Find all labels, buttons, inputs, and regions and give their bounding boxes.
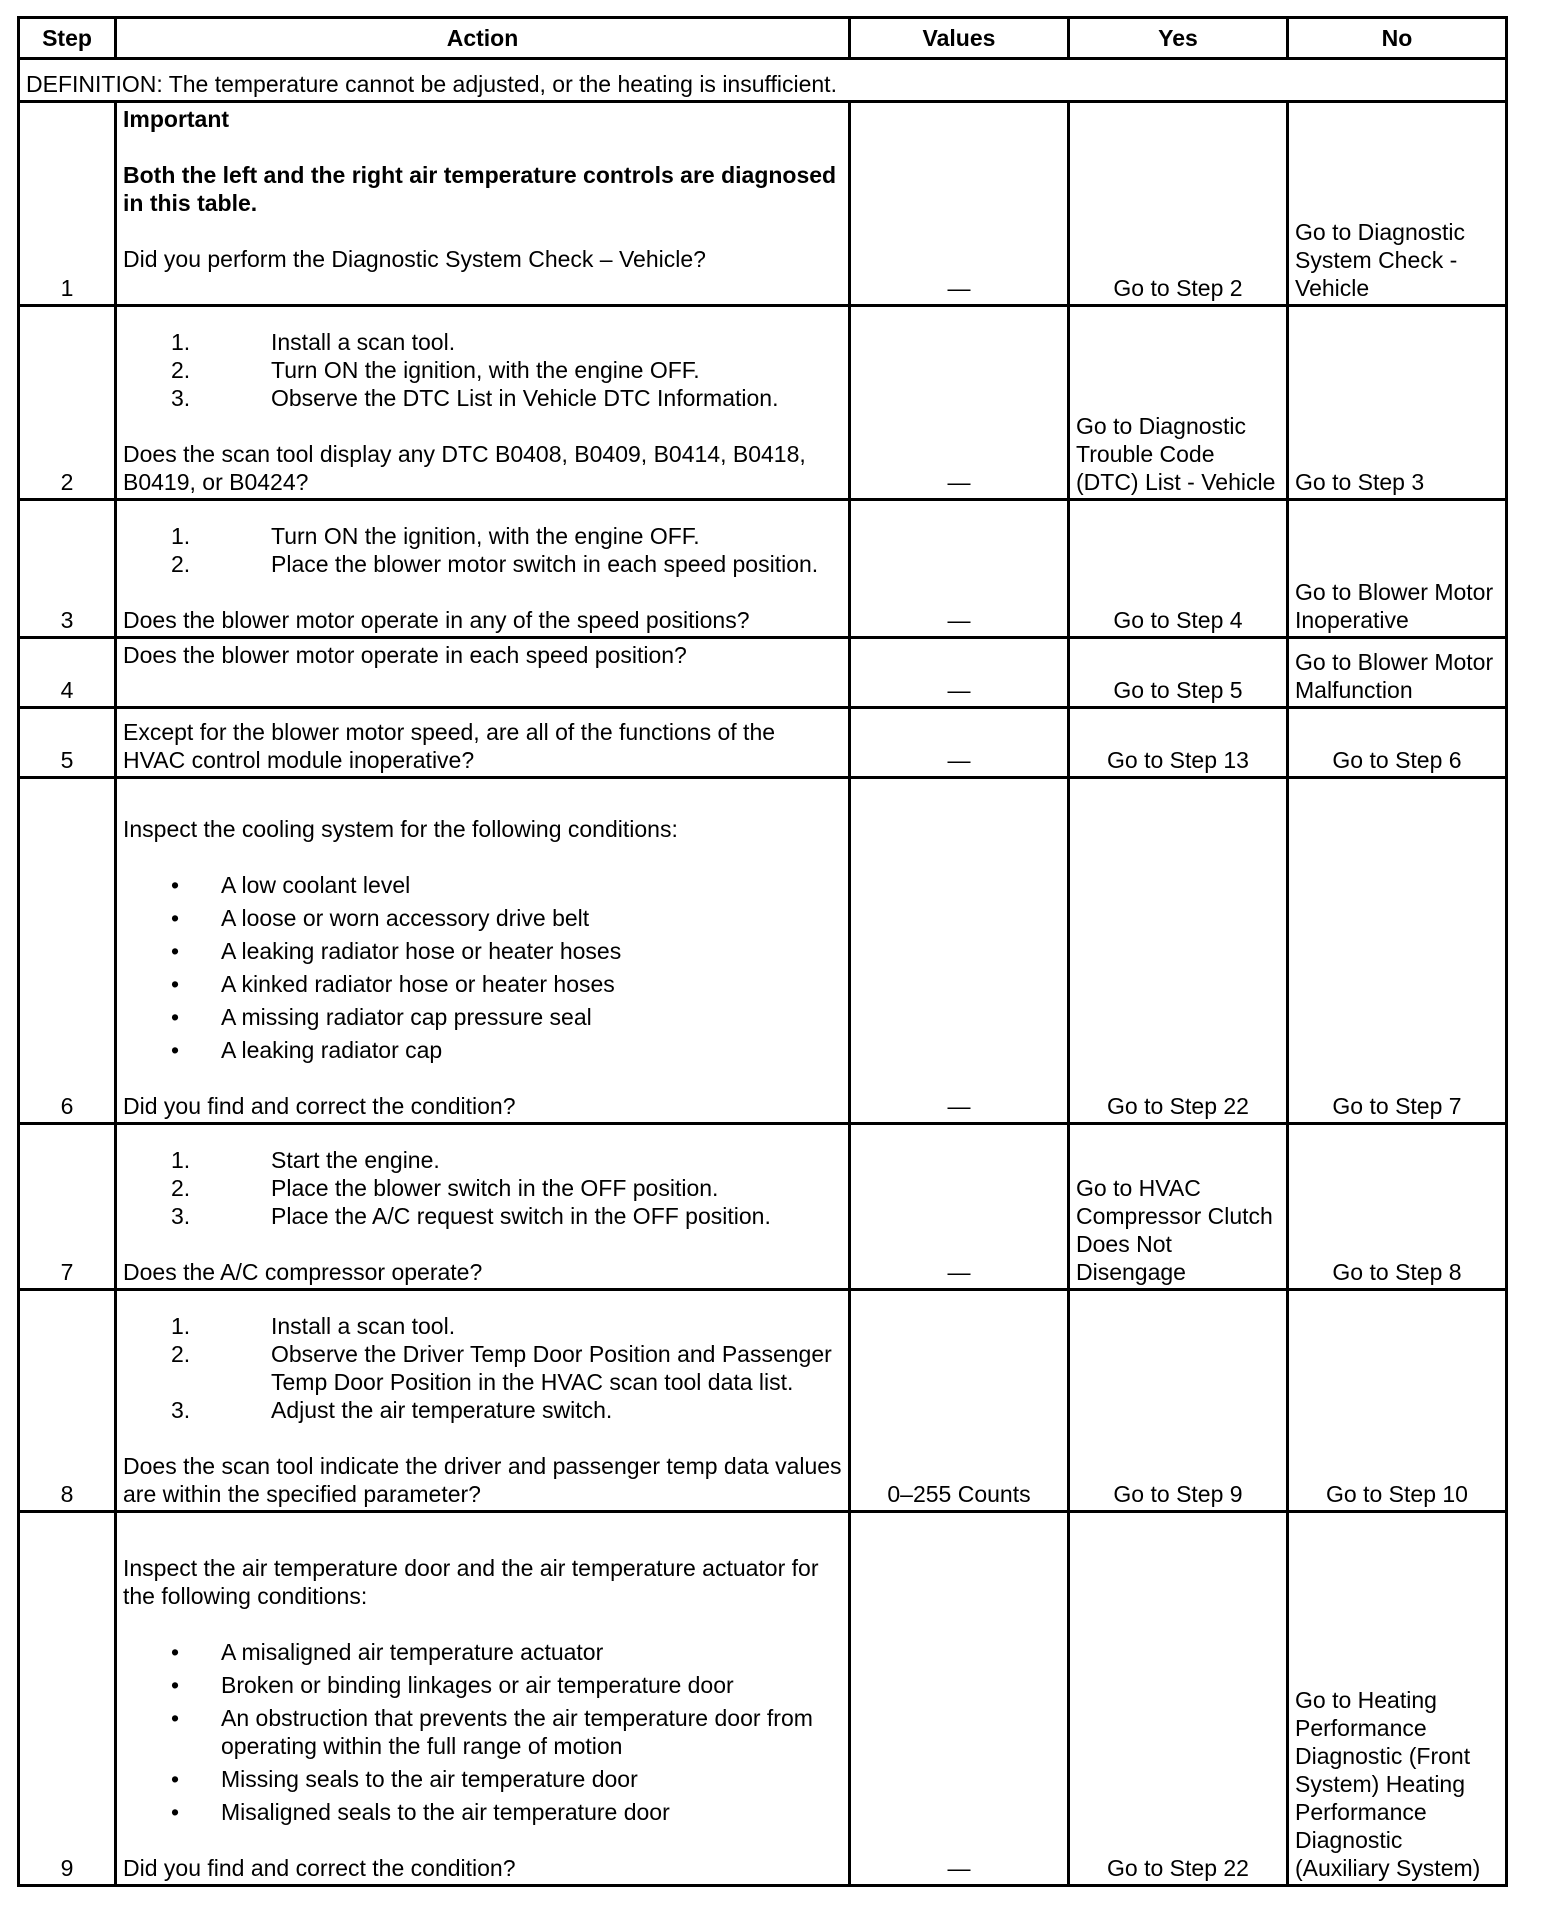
procedure-list: [123, 1146, 842, 1230]
list-item: 3. Adjust the air temperature switch.: [171, 1397, 613, 1423]
table-row: [19, 638, 1507, 708]
procedure-list: [123, 522, 842, 578]
table-row: [19, 306, 1507, 500]
question-text: Did you find and correct the condition?: [123, 1855, 516, 1881]
value-cell: —: [850, 708, 1069, 778]
condition-text: Missing seals to the air temperature door: [221, 1766, 638, 1792]
list-item: • A kinked radiator hose or heater hoses: [171, 971, 615, 997]
action-cell: [116, 102, 850, 306]
no-cell: Go to Step 6: [1288, 708, 1507, 778]
question-text: Did you find and correct the condition?: [123, 1093, 516, 1119]
step-number: 9: [19, 1512, 116, 1886]
procedure-list: [123, 328, 842, 412]
list-item: • A leaking radiator cap: [171, 1037, 443, 1063]
yes-cell: Go to Step 4: [1069, 500, 1288, 638]
step-number: 2: [19, 306, 116, 500]
procedure-step: Turn ON the ignition, with the engine OFF.: [271, 523, 700, 549]
no-cell: Go to Step 10: [1288, 1290, 1507, 1512]
table-row: [19, 708, 1507, 778]
step-number: 6: [19, 778, 116, 1124]
question-text: Did you perform the Diagnostic System Check – Vehicle?: [123, 246, 706, 272]
table-row: [19, 1290, 1507, 1512]
definition-text: DEFINITION: The temperature cannot be adjusted, or the heating is insufficient.: [19, 59, 1507, 102]
header-yes: Yes: [1069, 18, 1288, 59]
value-cell: —: [850, 102, 1069, 306]
no-cell: Go to Heating Performance Diagnostic (Front System) Heating Performance Diagnostic (Auxiliary System): [1288, 1512, 1507, 1886]
list-item: • A misaligned air temperature actuator: [171, 1639, 604, 1665]
list-item: 2. Place the blower switch in the OFF position.: [171, 1175, 719, 1201]
table-row: [19, 778, 1507, 1124]
header-no: No: [1288, 18, 1507, 59]
value-cell: 0–255 Counts: [850, 1290, 1069, 1512]
yes-cell: Go to Step 22: [1069, 1512, 1288, 1886]
condition-text: A misaligned air temperature actuator: [221, 1639, 604, 1665]
header-action: Action: [116, 18, 850, 59]
header-row: [19, 18, 1507, 59]
step-number: 7: [19, 1124, 116, 1290]
list-item: 1. Start the engine.: [171, 1147, 440, 1173]
table-row: [19, 1124, 1507, 1290]
condition-text: Misaligned seals to the air temperature door: [221, 1799, 670, 1825]
conditions-list: [123, 871, 842, 1064]
value-cell: —: [850, 1512, 1069, 1886]
action-cell: [116, 1124, 850, 1290]
step-number: 4: [19, 638, 116, 708]
action-cell: [116, 708, 850, 778]
action-cell: [116, 500, 850, 638]
list-item: 1. Install a scan tool.: [171, 329, 456, 355]
list-item: 3. Place the A/C request switch in the OFF position.: [171, 1203, 771, 1229]
action-cell: [116, 778, 850, 1124]
no-cell: Go to Blower Motor Malfunction: [1288, 638, 1507, 708]
value-cell: —: [850, 638, 1069, 708]
list-item: 2. Place the blower motor switch in each speed position.: [171, 551, 819, 577]
list-item: • A low coolant level: [171, 872, 411, 898]
condition-text: A low coolant level: [221, 872, 411, 898]
intro-text: Inspect the cooling system for the following conditions:: [123, 816, 678, 842]
no-cell: Go to Blower Motor Inoperative: [1288, 500, 1507, 638]
header-step: Step: [19, 18, 116, 59]
list-item: 1. Install a scan tool.: [171, 1313, 456, 1339]
list-item: • Misaligned seals to the air temperature door: [171, 1799, 670, 1825]
yes-cell: Go to Step 5: [1069, 638, 1288, 708]
list-item: • A missing radiator cap pressure seal: [171, 1004, 592, 1030]
list-item: 2. Turn ON the ignition, with the engine OFF.: [171, 357, 700, 383]
question-text: Does the blower motor operate in any of the speed positions?: [123, 607, 750, 633]
step-number: 1: [19, 102, 116, 306]
yes-cell: Go to Step 22: [1069, 778, 1288, 1124]
question-text: Does the scan tool indicate the driver and passenger temp data values are within the specified parameter?: [123, 1453, 842, 1507]
procedure-step: Place the blower motor switch in each speed position.: [271, 551, 819, 577]
value-cell: —: [850, 778, 1069, 1124]
no-cell: Go to Diagnostic System Check - Vehicle: [1288, 102, 1507, 306]
yes-cell: Go to Step 13: [1069, 708, 1288, 778]
table-row: [19, 102, 1507, 306]
action-cell: [116, 638, 850, 708]
procedure-step: Install a scan tool.: [271, 1313, 456, 1339]
procedure-step: Observe the DTC List in Vehicle DTC Information.: [271, 385, 779, 411]
question-text: Except for the blower motor speed, are all of the functions of the HVAC control module inoperative?: [123, 719, 776, 773]
condition-text: A missing radiator cap pressure seal: [221, 1004, 592, 1030]
condition-text: A leaking radiator cap: [221, 1037, 443, 1063]
diagnostic-table: [17, 16, 1508, 1887]
list-item: 2. Observe the Driver Temp Door Position and Passenger Temp Door Position in the HVAC scan tool data list.: [123, 1340, 842, 1396]
condition-text: Broken or binding linkages or air temperature door: [221, 1672, 734, 1698]
procedure-step: Place the blower switch in the OFF position.: [271, 1175, 719, 1201]
list-item: • Missing seals to the air temperature door: [171, 1766, 638, 1792]
condition-text: A leaking radiator hose or heater hoses: [221, 938, 622, 964]
procedure-step: Place the A/C request switch in the OFF position.: [271, 1203, 771, 1229]
step-number: 3: [19, 500, 116, 638]
no-cell: Go to Step 7: [1288, 778, 1507, 1124]
action-cell: [116, 1290, 850, 1512]
list-item: • Broken or binding linkages or air temperature door: [171, 1672, 734, 1698]
intro-text: Inspect the air temperature door and the air temperature actuator for the following conditions:: [123, 1555, 819, 1609]
question-text: Does the scan tool display any DTC B0408, B0409, B0414, B0418, B0419, or B0424?: [123, 441, 806, 495]
step-number: 8: [19, 1290, 116, 1512]
list-item: 3. Observe the DTC List in Vehicle DTC Information.: [171, 385, 779, 411]
no-cell: Go to Step 8: [1288, 1124, 1507, 1290]
header-values: Values: [850, 18, 1069, 59]
procedure-step: Observe the Driver Temp Door Position and Passenger Temp Door Position in the HVAC scan tool data list.: [271, 1341, 832, 1395]
yes-cell: Go to Diagnostic Trouble Code (DTC) List - Vehicle: [1069, 306, 1288, 500]
question-text: Does the A/C compressor operate?: [123, 1259, 483, 1285]
condition-text: A kinked radiator hose or heater hoses: [221, 971, 615, 997]
step-number: 5: [19, 708, 116, 778]
list-item: • A leaking radiator hose or heater hoses: [171, 938, 622, 964]
procedure-step: Turn ON the ignition, with the engine OFF.: [271, 357, 700, 383]
yes-cell: Go to HVAC Compressor Clutch Does Not Disengage: [1069, 1124, 1288, 1290]
action-cell: [116, 1512, 850, 1886]
important-label: Important: [123, 106, 230, 132]
procedure-step: Install a scan tool.: [271, 329, 456, 355]
action-cell: [116, 306, 850, 500]
question-text: Does the blower motor operate in each speed position?: [123, 642, 687, 668]
condition-text: A loose or worn accessory drive belt: [221, 905, 590, 931]
value-cell: —: [850, 1124, 1069, 1290]
value-cell: —: [850, 306, 1069, 500]
important-note: Both the left and the right air temperature controls are diagnosed in this table.: [123, 162, 837, 216]
definition-row: [19, 59, 1507, 102]
procedure-step: Adjust the air temperature switch.: [271, 1397, 613, 1423]
list-item: • An obstruction that prevents the air temperature door from operating within the full range of motion: [123, 1704, 842, 1760]
condition-text: An obstruction that prevents the air temperature door from operating within the full range of motion: [221, 1705, 813, 1759]
value-cell: —: [850, 500, 1069, 638]
table-row: [19, 1512, 1507, 1886]
conditions-list: [123, 1638, 842, 1826]
yes-cell: Go to Step 2: [1069, 102, 1288, 306]
procedure-list: [123, 1312, 842, 1424]
procedure-step: Start the engine.: [271, 1147, 440, 1173]
list-item: • A loose or worn accessory drive belt: [171, 905, 590, 931]
table-row: [19, 500, 1507, 638]
yes-cell: Go to Step 9: [1069, 1290, 1288, 1512]
no-cell: Go to Step 3: [1288, 306, 1507, 500]
list-item: 1. Turn ON the ignition, with the engine OFF.: [171, 523, 700, 549]
